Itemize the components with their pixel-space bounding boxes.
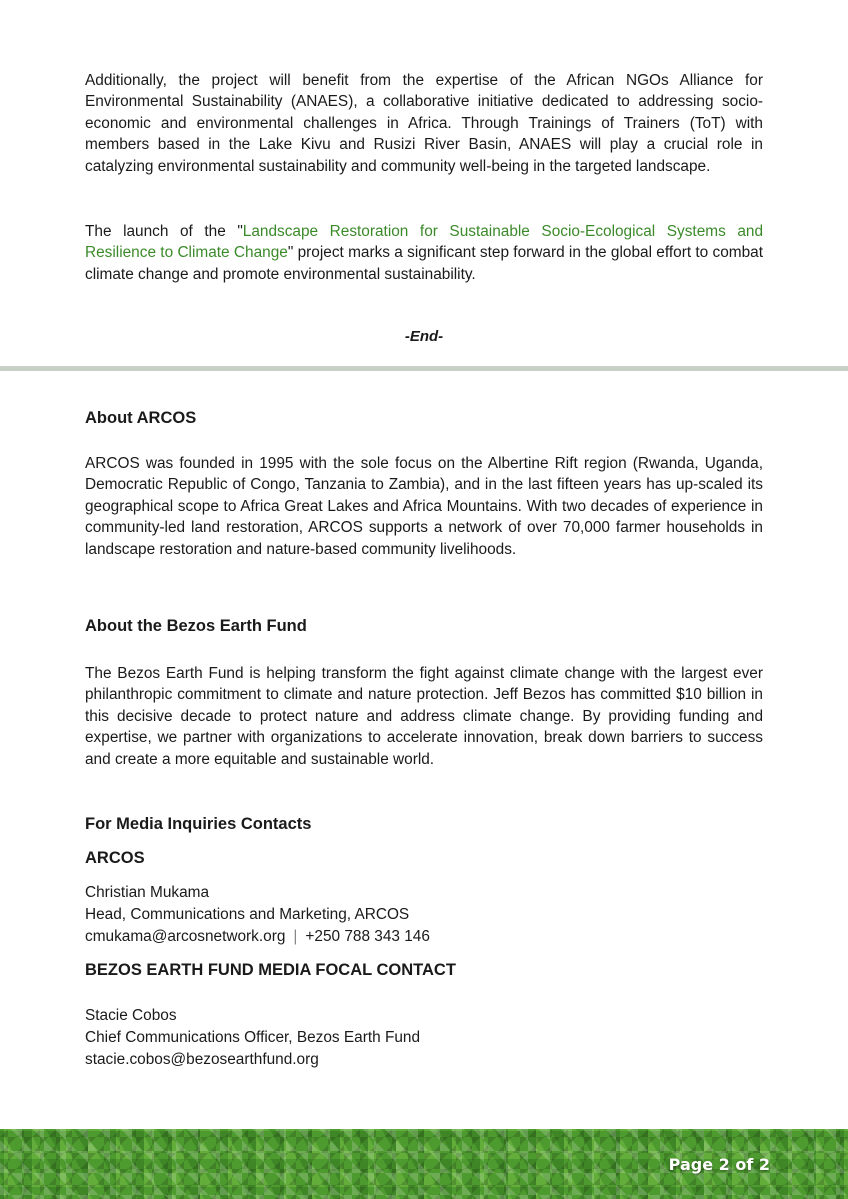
about-bezos-section: [85, 663, 763, 770]
paragraph-launch: [85, 221, 763, 285]
project-title: Landscape Restoration for Sustainable Socio-Ecological Systems and Resilience to Climate Change: [85, 223, 763, 262]
section-divider: [0, 366, 848, 371]
about-bezos-heading: About the Bezos Earth Fund: [85, 617, 307, 635]
about-arcos-section: [85, 453, 763, 560]
arcos-contact-heading: ARCOS: [85, 849, 145, 867]
about-arcos-text: ARCOS was founded in 1995 with the sole focus on the Albertine Rift region (Rwanda, Uganda, Democratic Republic of Congo, Tanzania to Zambia), and in the last fifteen years has up-scaled its geographical scope to Africa Great Lakes and Africa Mountains. With two decades of experience in community-led land restoration, ARCOS supports a network of over 70,000 farmer households in landscape restoration and nature-based community livelihoods.: [85, 455, 763, 558]
media-inquiries-heading: For Media Inquiries Contacts: [85, 815, 312, 833]
arcos-contact-name: Christian Mukama: [85, 884, 210, 901]
arcos-contact-phone[interactable]: +250 788 343 146: [305, 928, 430, 945]
bezos-contact-email[interactable]: stacie.cobos@bezosearthfund.org: [85, 1051, 319, 1068]
arcos-contact-line: [85, 926, 430, 948]
page-number: Page 2 of 2: [668, 1155, 770, 1174]
bezos-contact-title: Chief Communications Officer, Bezos Earth Fund: [85, 1029, 421, 1046]
paragraph-launch-text: [85, 221, 763, 285]
arcos-contact-block: [85, 882, 430, 948]
launch-text-after: " project marks a significant step forward in the global effort to combat climate change and promote environmental sustainability.: [85, 244, 764, 283]
launch-text-before: The launch of the ": [85, 223, 243, 240]
bezos-contact-name: Stacie Cobos: [85, 1007, 177, 1024]
arcos-contact-email[interactable]: cmukama@arcosnetwork.org: [85, 928, 286, 945]
about-bezos-text: The Bezos Earth Fund is helping transform the fight against climate change with the largest ever philanthropic commitment to climate and nature protection. Jeff Bezos has committed $10 billion in this decisive decade to protect nature and address climate change. By providing funding and expertise, we partner with organizations to accelerate innovation, break down barriers to success and create a more equitable and sustainable world.: [85, 665, 763, 768]
arcos-contact-title: Head, Communications and Marketing, ARCOS: [85, 906, 410, 923]
about-arcos-heading: About ARCOS: [85, 409, 197, 427]
contact-separator: |: [293, 928, 298, 945]
paragraph-anaes: [85, 70, 763, 177]
bezos-contact-heading: BEZOS EARTH FUND MEDIA FOCAL CONTACT: [85, 961, 456, 979]
end-marker: -End-: [404, 328, 444, 345]
bezos-contact-block: [85, 1005, 420, 1071]
paragraph-anaes-text: Additionally, the project will benefit from the expertise of the African NGOs Alliance for Environmental Sustainability (ANAES), a collaborative initiative dedicated to addressing socio-economic and environmental challenges in Africa. Through Trainings of Trainers (ToT) with members based in the Lake Kivu and Rusizi River Basin, ANAES will play a crucial role in catalyzing environmental sustainability and community well-being in the targeted landscape.: [85, 72, 763, 175]
